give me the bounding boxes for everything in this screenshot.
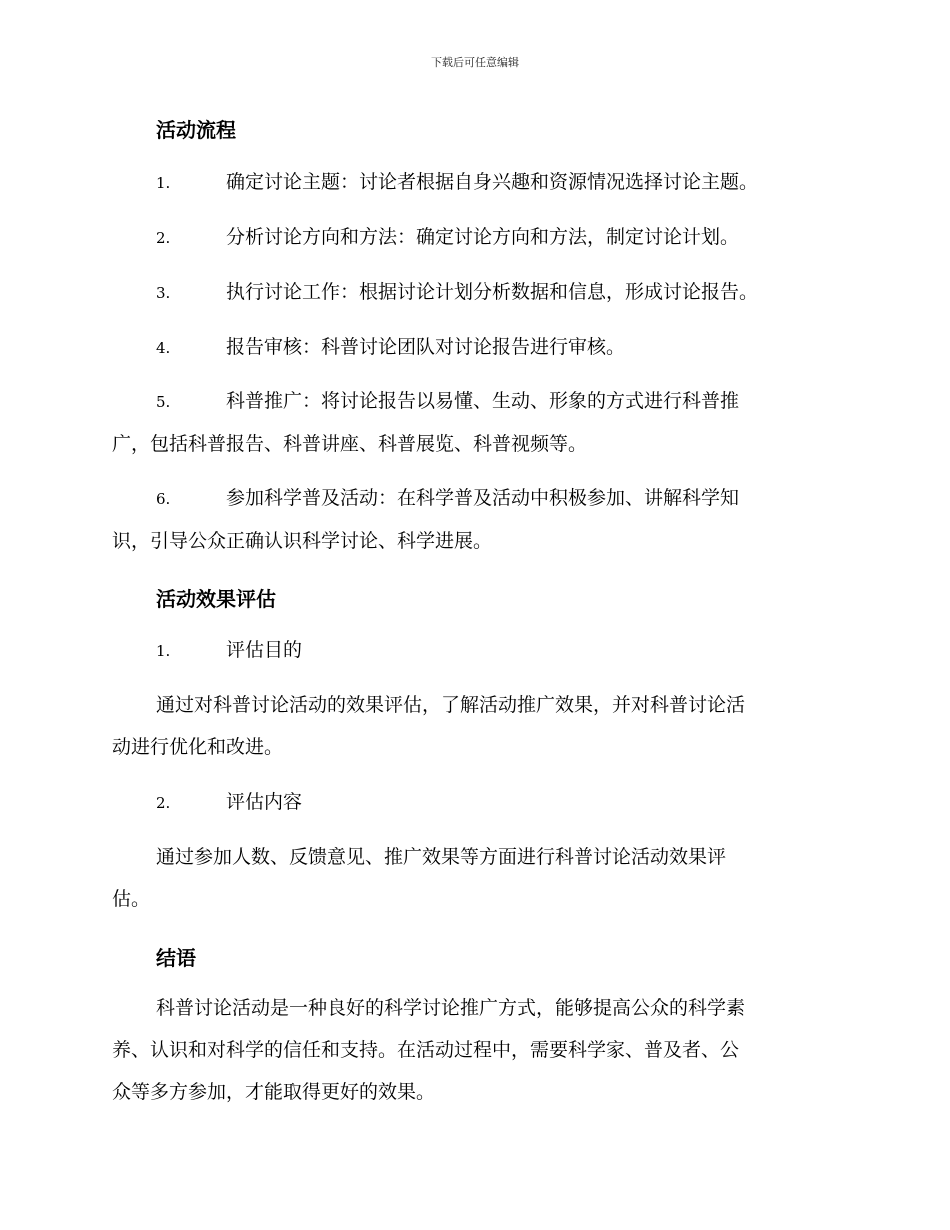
process-item-4 bbox=[156, 327, 836, 369]
header-note: 下载后可任意编辑 bbox=[431, 56, 519, 69]
process-item-1 bbox=[156, 162, 836, 204]
item-number: 4. bbox=[156, 339, 171, 357]
process-item-5-continuation: 广，包括科普报告、科普讲座、科普展览、科普视频等。 bbox=[112, 433, 588, 455]
evaluation-item-1 bbox=[156, 630, 836, 672]
item-number: 2. bbox=[156, 794, 171, 812]
evaluation-item-2 bbox=[156, 782, 836, 824]
conclusion-line-3: 众等多方参加，才能取得更好的效果。 bbox=[112, 1081, 436, 1103]
item-text: 参加科学普及活动：在科学普及活动中积极参加、讲解科学知 bbox=[226, 487, 740, 509]
item-number: 1. bbox=[156, 174, 171, 192]
item-number: 2. bbox=[156, 229, 171, 247]
item-number: 6. bbox=[156, 490, 171, 508]
item-text: 报告审核：科普讨论团队对讨论报告进行审核。 bbox=[226, 336, 626, 358]
process-item-2 bbox=[156, 217, 836, 259]
evaluation-paragraph-2-line-2: 估。 bbox=[112, 888, 151, 910]
section-heading-process: 活动流程 bbox=[156, 118, 236, 142]
conclusion-line-1: 科普讨论活动是一种良好的科学讨论推广方式，能够提高公众的科学素 bbox=[156, 997, 746, 1019]
item-text: 分析讨论方向和方法：确定讨论方向和方法，制定讨论计划。 bbox=[226, 226, 740, 248]
item-number: 5. bbox=[156, 393, 171, 411]
process-item-6-continuation: 识，引导公众正确认识科学讨论、科学进展。 bbox=[112, 530, 493, 552]
evaluation-paragraph-1-line-2: 动进行优化和改进。 bbox=[112, 736, 284, 758]
section-heading-evaluation: 活动效果评估 bbox=[156, 587, 276, 611]
evaluation-paragraph-1-line-1: 通过对科普讨论活动的效果评估，了解活动推广效果，并对科普讨论活 bbox=[156, 694, 746, 716]
evaluation-paragraph-2-line-1: 通过参加人数、反馈意见、推广效果等方面进行科普讨论活动效果评 bbox=[156, 846, 727, 868]
section-heading-conclusion: 结语 bbox=[156, 946, 196, 970]
process-item-3 bbox=[156, 272, 836, 314]
item-text: 科普推广：将讨论报告以易懂、生动、形象的方式进行科普推 bbox=[226, 390, 740, 412]
item-text: 评估目的 bbox=[226, 639, 303, 661]
item-text: 评估内容 bbox=[226, 791, 303, 813]
item-number: 1. bbox=[156, 642, 171, 660]
process-item-6 bbox=[156, 478, 836, 520]
item-text: 确定讨论主题：讨论者根据自身兴趣和资源情况选择讨论主题。 bbox=[226, 171, 759, 193]
item-text: 执行讨论工作：根据讨论计划分析数据和信息，形成讨论报告。 bbox=[226, 281, 759, 303]
item-number: 3. bbox=[156, 284, 171, 302]
conclusion-line-2: 养、认识和对科学的信任和支持。在活动过程中，需要科学家、普及者、公 bbox=[112, 1039, 740, 1061]
process-item-5 bbox=[156, 381, 836, 423]
